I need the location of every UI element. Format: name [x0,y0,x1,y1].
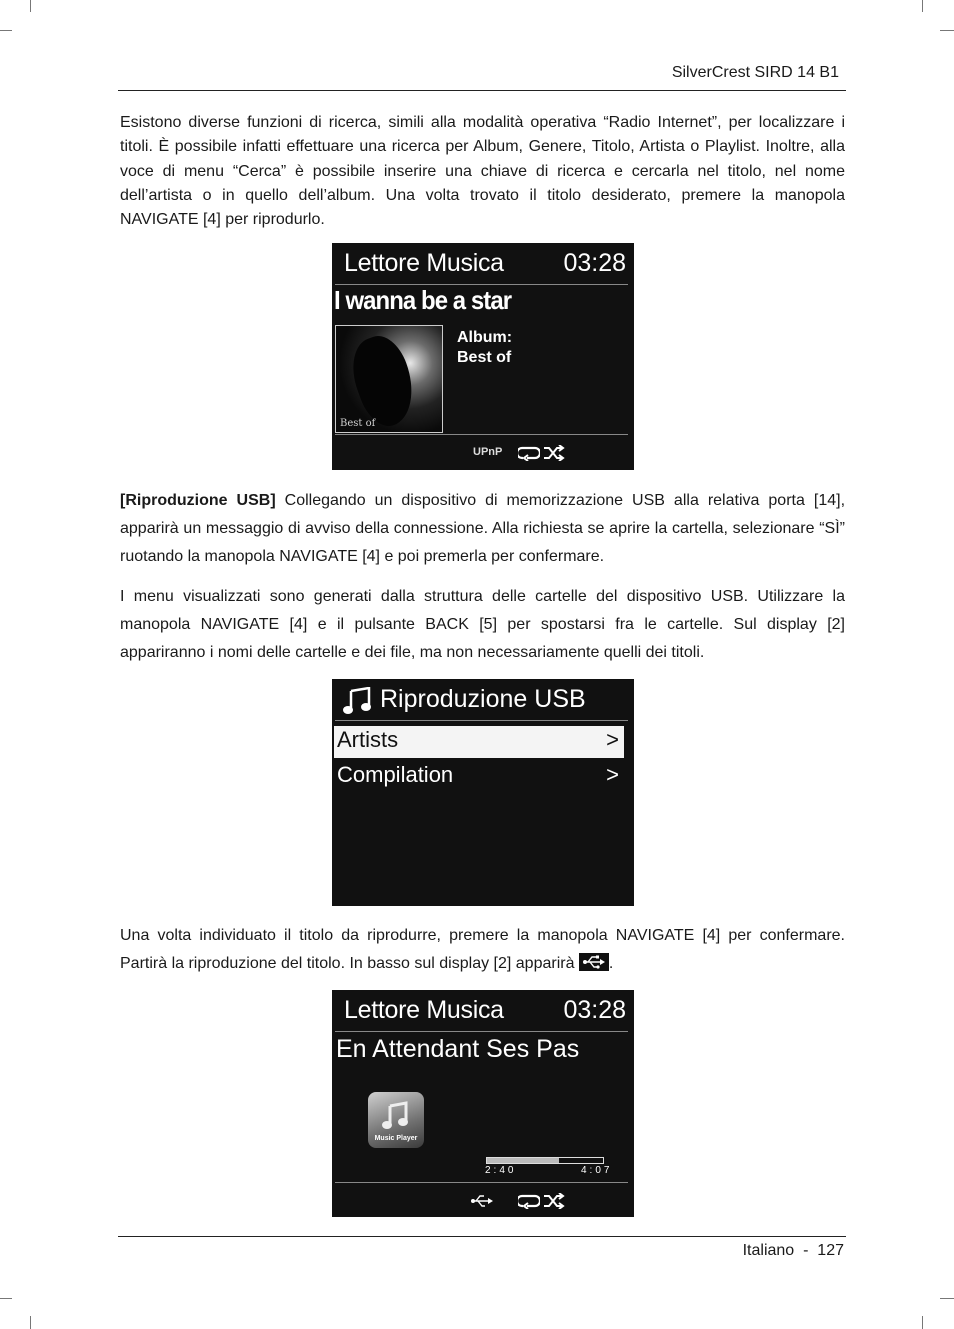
song-title: En Attendant Ses Pas [336,1035,580,1063]
chevron-right-icon: > [606,727,619,752]
music-player-icon [368,1092,424,1148]
screen-clock: 03:28 [563,249,626,277]
shuffle-icon [543,445,565,466]
music-note-icon [342,687,372,720]
crop-mark [940,1298,954,1299]
paragraph-search: Esistono diverse funzioni di ricerca, simili alla modalità operativa “Radio Internet”, per localizzare i titoli. È possibile infatti effettuare una ricerca per Album, Genere, Titolo, Artista o Playlist. Inoltre, alla voce di menu “Cerca” è possibile inserire una chiave di ricerca e cercarla nel titolo, nel nome dell’artista o in quello dell’album. Una volta trovato il titolo desiderato, premere la manopola NAVIGATE [4] per riprodurlo. [120,114,845,229]
menu-item-artists[interactable] [334,726,624,758]
screen-divider [335,1182,628,1183]
display-screen-usb-playing [332,990,634,1217]
screen-title: Riproduzione USB [380,685,586,713]
upnp-icon: UPnP [473,446,503,458]
display-screen-usb-menu [332,679,634,906]
total-time: 4:07 [581,1165,613,1176]
album-art [335,325,443,433]
page-header: SilverCrest SIRD 14 B1 [671,64,839,81]
display-screen-now-playing [332,243,634,470]
repeat-icon [518,1193,540,1214]
crop-mark [922,1316,923,1329]
chevron-right-icon: > [606,762,619,787]
album-label: Album: [457,329,513,346]
crop-mark [30,0,31,12]
screen-divider [335,1031,628,1032]
progress-fill [487,1158,559,1163]
crop-mark [0,30,12,31]
screen-title: Lettore Musica [344,996,504,1024]
paragraph-menus: I menu visualizzati sono generati dalla struttura delle cartelle del dispositivo USB. Utilizzare la manopola NAVIGATE [4] e il pulsante BACK [5] per spostarsi fra le cartelle. Sul display [2] appariranno i nomi delle cartelle e dei file, ma non necessariamente quelli dei titoli. [120,588,845,661]
album-value: Best of [457,349,512,366]
header-rule [118,90,846,91]
crop-mark [940,30,954,31]
crop-mark [0,1298,12,1299]
music-player-label: Music Player [374,1135,418,1142]
menu-item-compilation[interactable] [334,761,624,793]
progress-bar [486,1157,604,1164]
shuffle-icon [543,1193,565,1214]
section-heading-usb: [Riproduzione USB] [120,492,276,509]
usb-icon [470,1194,494,1213]
elapsed-time: 2:40 [485,1165,517,1176]
footer-rule [118,1236,846,1237]
page-footer: Italiano - 127 [742,1242,844,1259]
screen-clock: 03:28 [563,996,626,1024]
song-title: I wanna be a star [334,285,512,315]
menu-item-label: Artists [337,727,399,752]
usb-icon [579,953,609,971]
paragraph-usb: [Riproduzione USB] Collegando un dispositivo di memorizzazione USB alla relativa porta [14], apparirà un messaggio di avviso della connessione. Alla richiesta se aprire la cartella, selezionare “SÌ” ruotando la manopola NAVIGATE [4] e poi premerla per confermare. [120,492,846,565]
screen-divider [335,720,628,721]
album-art-caption: Best of [340,418,376,429]
screen-title: Lettore Musica [344,249,504,277]
paragraph-playback: Una volta individuato il titolo da riprodurre, premere la manopola NAVIGATE [4] per confermare. Partirà la riproduzione del titolo. In basso sul display [2] apparirà . [120,927,845,972]
crop-mark [922,0,923,12]
menu-item-label: Compilation [337,762,454,787]
screen-divider [335,434,628,435]
repeat-icon [518,445,540,466]
crop-mark [30,1316,31,1329]
